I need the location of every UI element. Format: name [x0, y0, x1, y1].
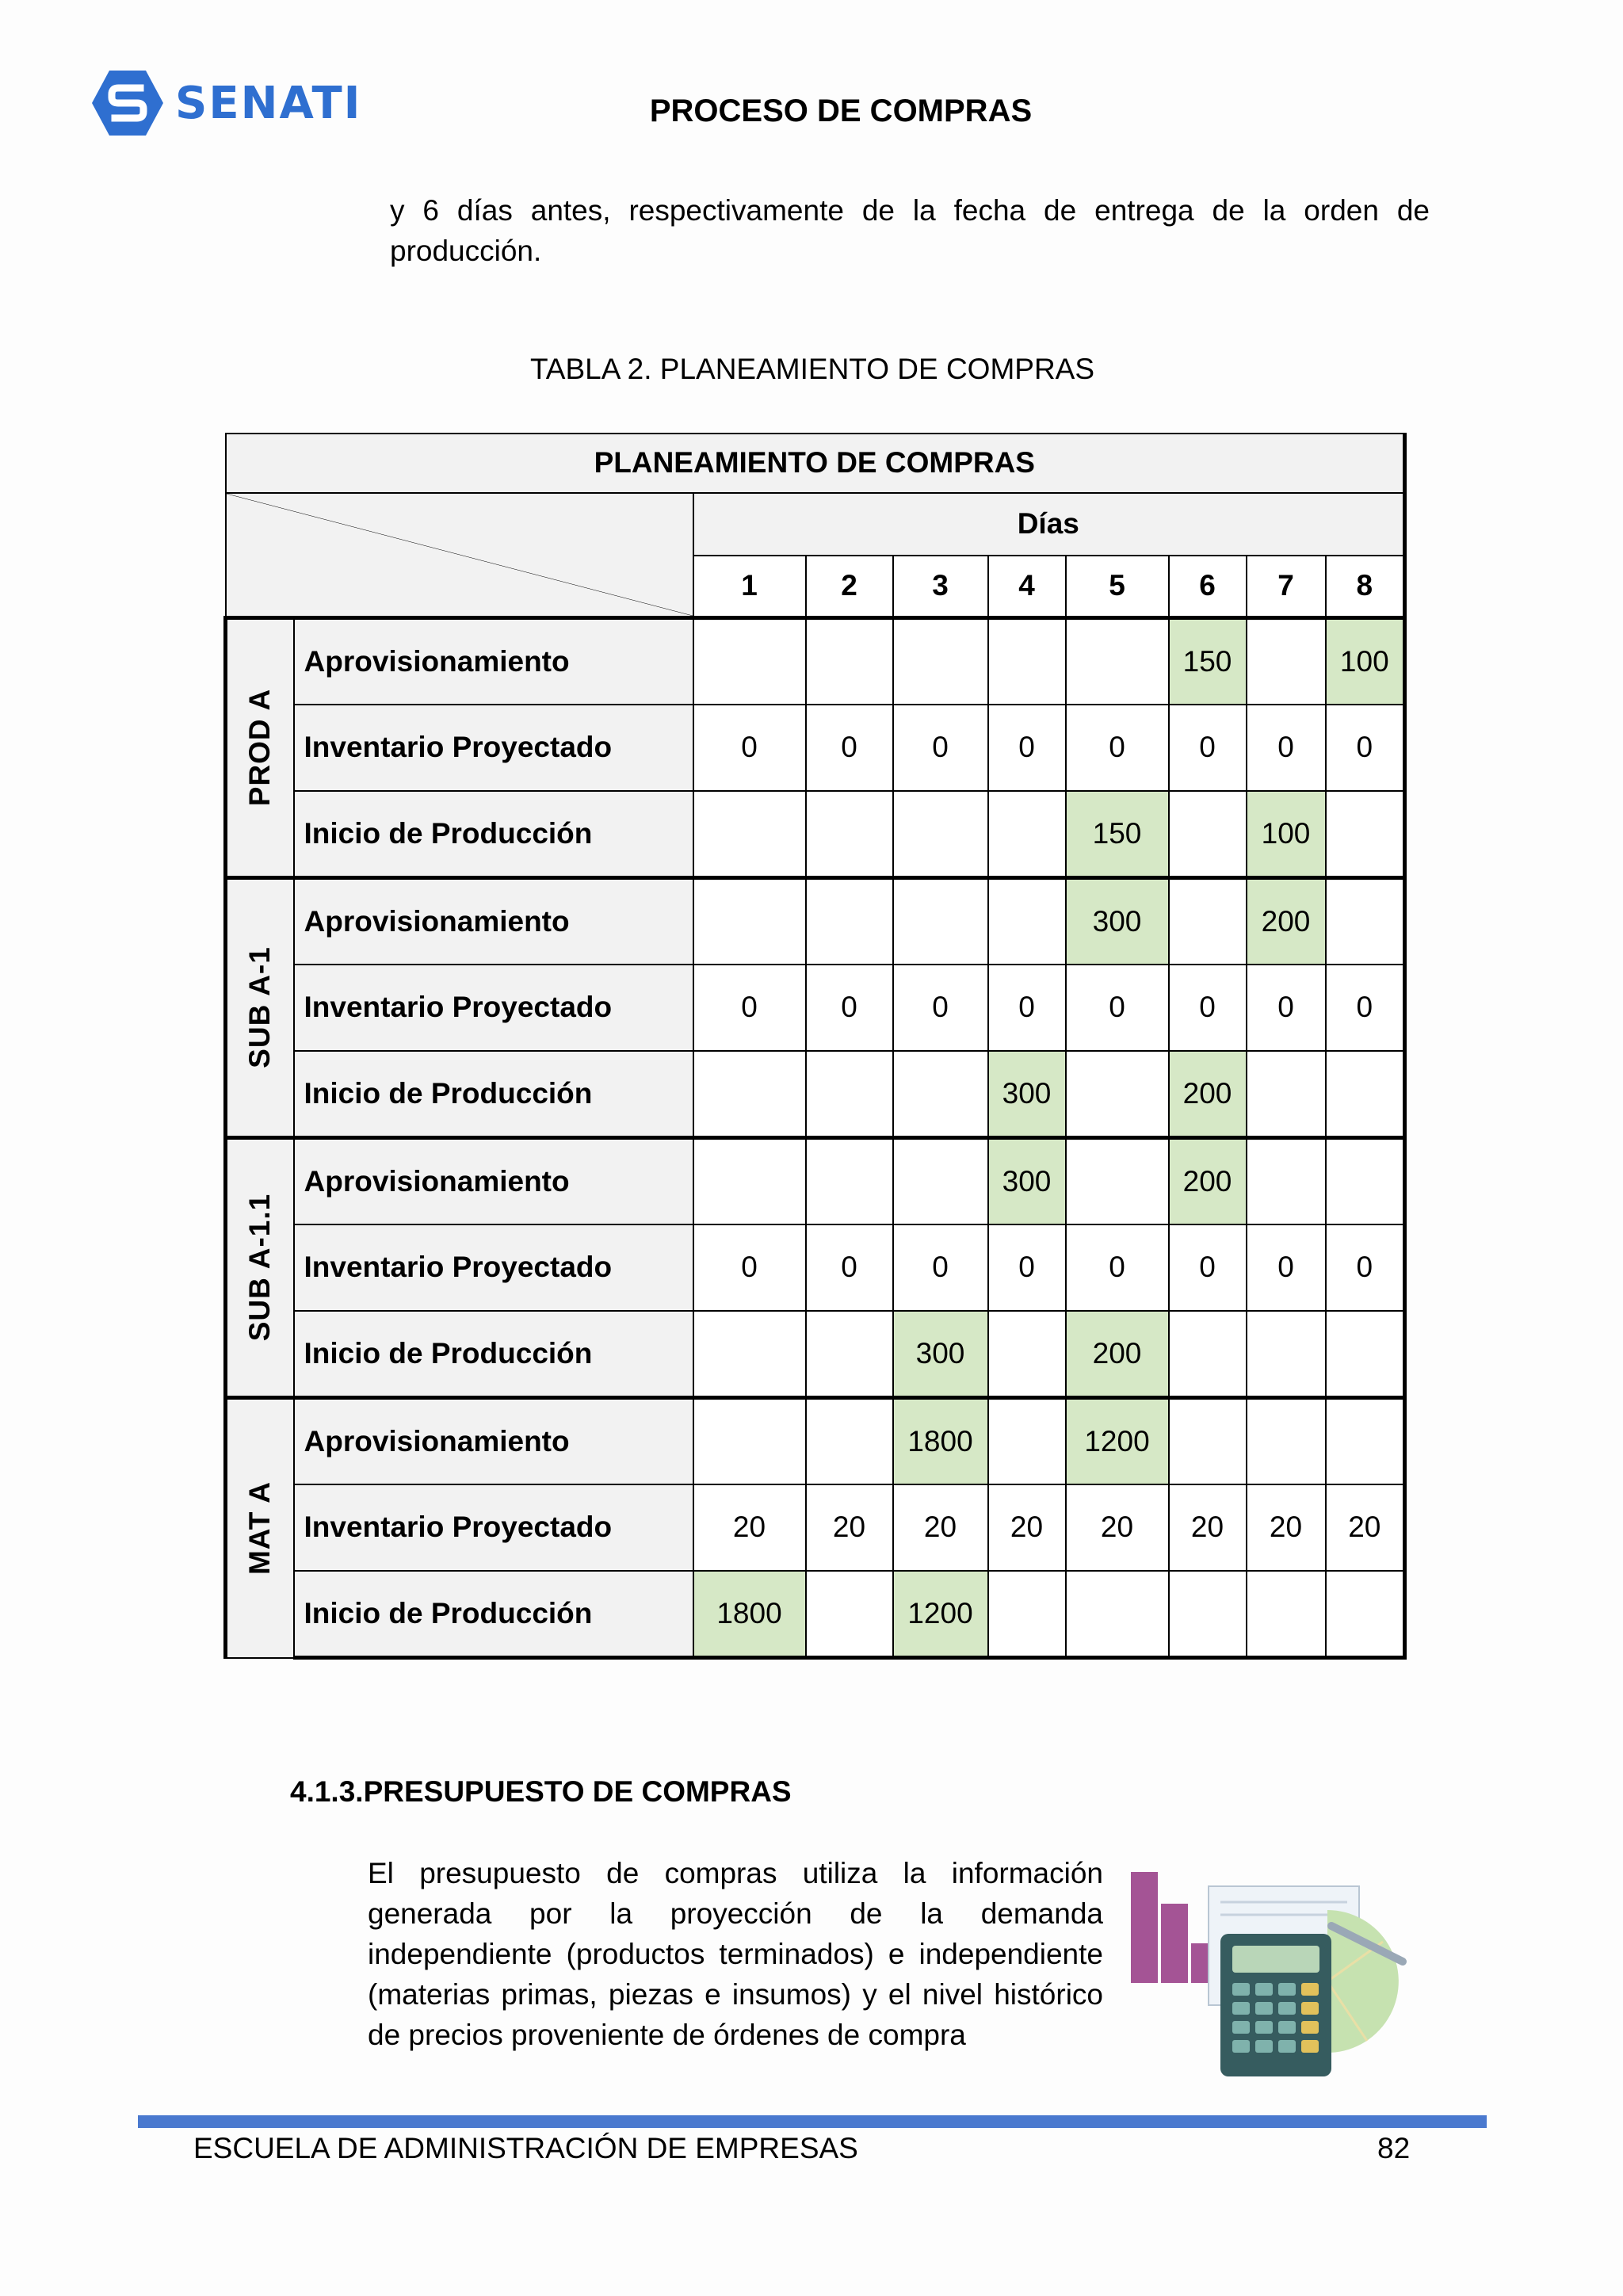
table-cell: 20: [1326, 1484, 1405, 1571]
table-cell: [893, 791, 988, 877]
row-label: Aprovisionamiento: [294, 617, 693, 704]
table-cell: [806, 877, 893, 964]
table-cell: [1326, 1311, 1405, 1397]
section-paragraph: El presupuesto de compras utiliza la información generada por la proyección de la demanda independiente (productos terminados) e independiente (materias primas, piezas e insumos) y el nivel histórico de precios proveniente de órdenes de compra: [368, 1857, 1103, 2051]
group-label: [226, 1397, 294, 1657]
row-label: Inicio de Producción: [294, 1571, 693, 1657]
table-cell: 0: [893, 705, 988, 791]
table-cell: 20: [988, 1484, 1066, 1571]
table-cell: [893, 1137, 988, 1224]
day-number-header: 1: [693, 556, 806, 617]
day-number-header: 3: [893, 556, 988, 617]
table-cell: [1066, 1137, 1169, 1224]
table-cell: 150: [1169, 617, 1247, 704]
table-cell: 20: [1247, 1484, 1326, 1571]
table-cell: 1200: [1066, 1397, 1169, 1484]
table-cell: 0: [1247, 705, 1326, 791]
table-cell: 20: [1169, 1484, 1247, 1571]
table-cell: 0: [1066, 1224, 1169, 1311]
table-cell: [806, 1571, 893, 1657]
group-label-text: PROD A: [243, 689, 277, 807]
row-label: Aprovisionamiento: [294, 877, 693, 964]
table-cell: [1326, 1571, 1405, 1657]
row-label: Inicio de Producción: [294, 1311, 693, 1397]
day-number-header: 4: [988, 556, 1066, 617]
table-cell: 300: [988, 1051, 1066, 1137]
table-cell: 150: [1066, 791, 1169, 877]
table-caption: TABLA 2. PLANEAMIENTO DE COMPRAS: [529, 353, 1095, 385]
table-row: [226, 705, 1405, 791]
page-number: 82: [1377, 2132, 1411, 2164]
row-label: Inicio de Producción: [294, 791, 693, 877]
intro-paragraph: y 6 días antes, respectivamente de la fecha de entrega de la orden de producción.: [390, 194, 1430, 267]
day-number-header: 6: [1169, 556, 1247, 617]
table-row: [226, 791, 1405, 877]
table-cell: 0: [1326, 705, 1405, 791]
table-cell: 200: [1169, 1051, 1247, 1137]
table-cell: [1169, 1571, 1247, 1657]
table-cell: 0: [806, 705, 893, 791]
table-cell: [693, 877, 806, 964]
day-number-header: 7: [1247, 556, 1326, 617]
table-cell: 0: [1247, 965, 1326, 1051]
table-row: [226, 1051, 1405, 1137]
day-number-header: 2: [806, 556, 893, 617]
days-header: Días: [693, 493, 1405, 556]
logo-text: SENATI: [175, 77, 362, 129]
table-cell: [693, 1397, 806, 1484]
table-cell: [693, 1051, 806, 1137]
table-cell: 0: [1169, 1224, 1247, 1311]
table-cell: 0: [893, 1224, 988, 1311]
table-cell: [1326, 1397, 1405, 1484]
table-cell: 0: [693, 965, 806, 1051]
table-cell: 20: [693, 1484, 806, 1571]
table-cell: 0: [1169, 705, 1247, 791]
table-cell: 200: [1247, 877, 1326, 964]
table-cell: 0: [806, 1224, 893, 1311]
table-cell: [693, 617, 806, 704]
table-cell: [693, 791, 806, 877]
row-label: Inventario Proyectado: [294, 965, 693, 1051]
table-cell: 300: [1066, 877, 1169, 964]
table-cell: 1200: [893, 1571, 988, 1657]
table-cell: 100: [1326, 617, 1405, 704]
group-label-text: SUB A-1: [243, 946, 277, 1069]
table-cell: [988, 791, 1066, 877]
table-cell: 0: [693, 705, 806, 791]
section-heading: 4.1.3.PRESUPUESTO DE COMPRAS: [290, 1775, 792, 1808]
table-cell: [1169, 1397, 1247, 1484]
table-cell: [893, 877, 988, 964]
table-cell: 20: [893, 1484, 988, 1571]
table-cell: 0: [806, 965, 893, 1051]
table-cell: [1169, 877, 1247, 964]
table-cell: [988, 1571, 1066, 1657]
table-cell: 0: [1066, 705, 1169, 791]
table-cell: [806, 1051, 893, 1137]
table-cell: [1247, 1051, 1326, 1137]
table-cell: [1169, 791, 1247, 877]
purchase-planning-table: [223, 433, 1403, 1660]
row-label: Aprovisionamiento: [294, 1137, 693, 1224]
table-cell: [1326, 877, 1405, 964]
table-cell: 0: [1326, 965, 1405, 1051]
table-cell: [806, 617, 893, 704]
table-cell: 1800: [893, 1397, 988, 1484]
row-label: Inventario Proyectado: [294, 705, 693, 791]
table-cell: [1247, 617, 1326, 704]
table-cell: [1326, 1051, 1405, 1137]
table-cell: 1800: [693, 1571, 806, 1657]
calculator-chart-icon: [1129, 1855, 1430, 2084]
row-label: Inventario Proyectado: [294, 1484, 693, 1571]
group-label: [226, 877, 294, 1137]
table-cell: [988, 1311, 1066, 1397]
table-cell: [893, 617, 988, 704]
table-cell: [988, 617, 1066, 704]
table-cell: [1066, 617, 1169, 704]
table-cell: [693, 1311, 806, 1397]
table-row: [226, 877, 1405, 964]
table-row: [226, 1571, 1405, 1657]
table-cell: [1326, 1137, 1405, 1224]
group-label: [226, 1137, 294, 1397]
table-row: [226, 617, 1405, 704]
table-cell: 0: [1066, 965, 1169, 1051]
table-cell: 0: [988, 705, 1066, 791]
group-label: [226, 617, 294, 877]
table-cell: [988, 877, 1066, 964]
table-row: [226, 1311, 1405, 1397]
table-row: [226, 1224, 1405, 1311]
table-cell: 0: [988, 1224, 1066, 1311]
table-cell: [806, 1397, 893, 1484]
table-cell: 0: [1326, 1224, 1405, 1311]
table-row: [226, 1397, 1405, 1484]
table-cell: 0: [693, 1224, 806, 1311]
row-label: Inventario Proyectado: [294, 1224, 693, 1311]
table-cell: [806, 791, 893, 877]
table-cell: [1169, 1311, 1247, 1397]
table-cell: [1247, 1311, 1326, 1397]
table-cell: 300: [988, 1137, 1066, 1224]
document-title: PROCESO DE COMPRAS: [649, 94, 1033, 128]
table-cell: 0: [893, 965, 988, 1051]
table-title: PLANEAMIENTO DE COMPRAS: [226, 434, 1405, 493]
footer-bar: [138, 2115, 1487, 2128]
group-label-text: SUB A-1.1: [243, 1194, 277, 1342]
table-cell: 20: [1066, 1484, 1169, 1571]
table-row: [226, 1137, 1405, 1224]
table-cell: [1247, 1397, 1326, 1484]
table-cell: [1326, 791, 1405, 877]
table-cell: [806, 1311, 893, 1397]
table-cell: 200: [1066, 1311, 1169, 1397]
day-number-header: 5: [1066, 556, 1169, 617]
corner-diagonal-cell: [226, 493, 693, 617]
row-label: Aprovisionamiento: [294, 1397, 693, 1484]
table-row: [226, 1484, 1405, 1571]
table-cell: [806, 1137, 893, 1224]
row-label: Inicio de Producción: [294, 1051, 693, 1137]
table-cell: 0: [1247, 1224, 1326, 1311]
table-cell: [893, 1051, 988, 1137]
table-cell: [1066, 1571, 1169, 1657]
table-cell: 300: [893, 1311, 988, 1397]
table-cell: 200: [1169, 1137, 1247, 1224]
table-row: [226, 965, 1405, 1051]
day-number-header: 8: [1326, 556, 1405, 617]
table-cell: [1066, 1051, 1169, 1137]
table-cell: [1247, 1571, 1326, 1657]
table-cell: [1247, 1137, 1326, 1224]
table-cell: [988, 1397, 1066, 1484]
footer-school-name: ESCUELA DE ADMINISTRACIÓN DE EMPRESAS: [193, 2132, 858, 2164]
table-cell: [693, 1137, 806, 1224]
table-cell: 0: [988, 965, 1066, 1051]
table-cell: 20: [806, 1484, 893, 1571]
table-cell: 0: [1169, 965, 1247, 1051]
group-label-text: MAT A: [243, 1481, 277, 1576]
table-cell: 100: [1247, 791, 1326, 877]
